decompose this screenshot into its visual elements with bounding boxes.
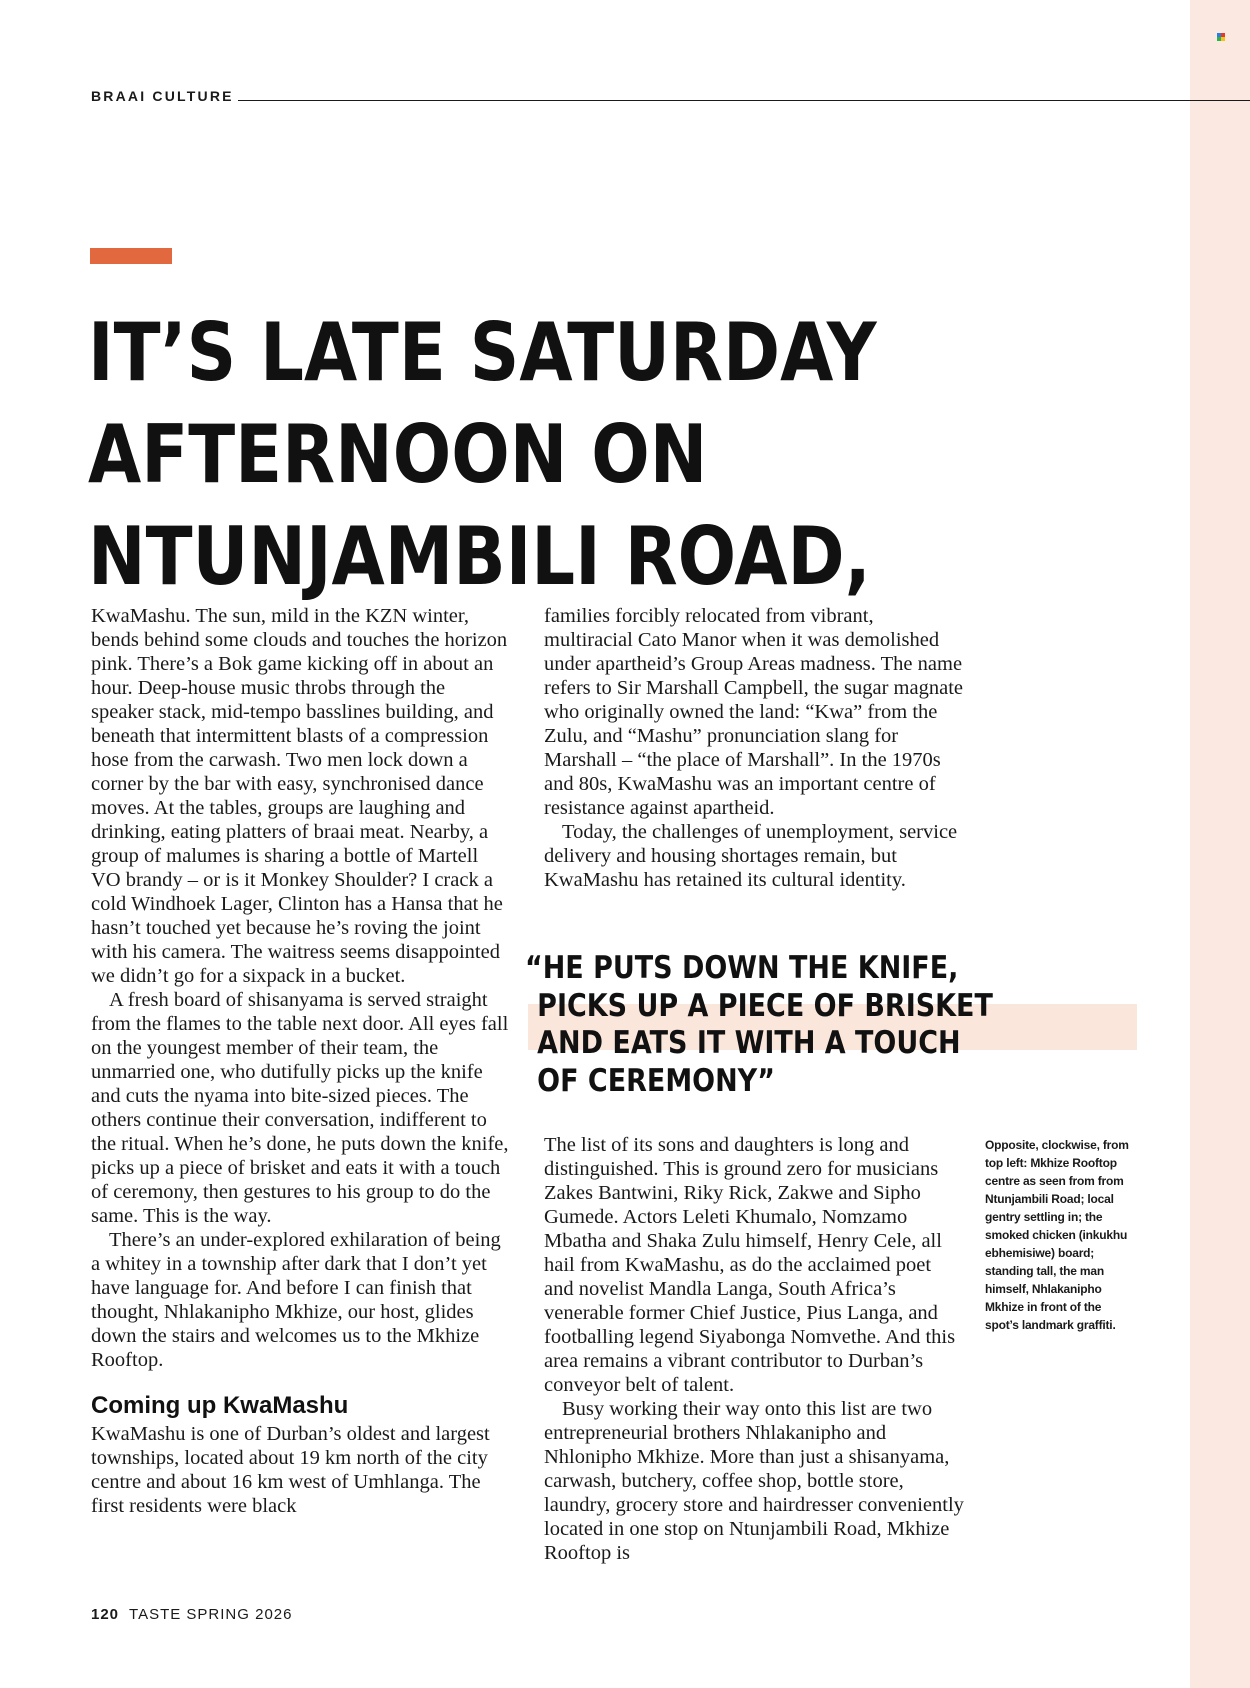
headline-line: NTUNJAMBILI ROAD, <box>88 510 871 603</box>
subhead: Coming up KwaMashu <box>91 1392 349 1419</box>
body-paragraph: families forcibly relocated from vibrant, multiracial Cato Manor when it was demolished under apartheid’s Group Areas madness. The name refers to Sir Marshall Campbell, the sugar magnate who originally owned the land: “Kwa” from the Zulu, and “Mashu” pronunciation slang for Marshall – “the place of Marshall”. In the 1970s and 80s, KwaMashu was an important centre of resistance against apartheid. <box>544 605 963 819</box>
pull-quote-line: PICKS UP A PIECE OF BRISKET <box>537 987 993 1024</box>
headline-line: AFTERNOON ON <box>88 408 708 501</box>
publication-name: TASTE SPRING 2026 <box>129 1606 293 1623</box>
headline <box>88 302 948 608</box>
page-folio <box>91 1606 292 1623</box>
body-paragraph: There’s an under-explored exhilaration of being a whitey in a township after dark that I don’t yet have language for. And before I can finish that thought, Nhlakanipho Mkhize, our host, glides down the stairs and welcomes us to the Mkhize Rooftop. <box>91 1229 501 1371</box>
body-column-middle-bottom <box>544 1133 964 1565</box>
body-paragraph: The list of its sons and daughters is long and distinguished. This is ground zero for musicians Zakes Bantwini, Riky Rick, Zakwe and Sipho Gumede. Actors Leleti Khumalo, Nomzamo Mbatha and Shaka Zulu himself, Henry Cele, all hail from KwaMashu, as do the acclaimed poet and novelist Mandla Langa, South Africa’s venerable former Chief Justice, Pius Langa, and footballing legend Siyabonga Nomvethe. And this area remains a vibrant contributor to Durban’s conveyor belt of talent. <box>544 1134 956 1396</box>
body-paragraph: KwaMashu is one of Durban’s oldest and largest townships, located about 19 km north of the city centre and about 16 km west of Umhlanga. The first residents were black <box>91 1423 490 1517</box>
pull-quote <box>525 950 1012 1100</box>
body-paragraph: Today, the challenges of unemployment, service delivery and housing shortages remain, but KwaMashu has retained its cultural identity. <box>544 821 958 891</box>
section-label: BRAAI CULTURE <box>91 88 234 104</box>
section-rule-divider <box>238 100 1250 101</box>
body-column-left <box>91 604 511 1518</box>
pull-quote-line: “HE PUTS DOWN THE KNIFE, <box>525 950 959 986</box>
accent-bar <box>90 248 172 264</box>
body-paragraph: KwaMashu. The sun, mild in the KZN winter, bends behind some clouds and touches the horizon pink. There’s a Bok game kicking off in about an hour. Deep-house music throbs through the speaker stack, mid-tempo basslines building, and beneath that intermittent blasts of a compression hose from the carwash. Two men lock down a corner by the bar with easy, synchronised dance moves. At the tables, groups are laughing and drinking, eating platters of braai meat. Nearby, a group of malumes is sharing a bottle of Martell VO brandy – or is it Monkey Shoulder? I crack a cold Windhoek Lager, Clinton has a Hansa that he hasn’t touched yet because he’s roving the joint with his camera. The waitress seems disappointed we didn’t go for a sixpack in a bucket. <box>91 605 508 987</box>
photo-caption: Opposite, clockwise, from top left: Mkhize Rooftop centre as seen from from Ntunjambili Road; local gentry settling in; the smoked chicken (inkukhu ebhemisiwe) board; standing tall, the man himself, Nhlakanipho Mkhize in front of the spot’s landmark graffiti. <box>985 1138 1129 1332</box>
headline-line: IT’S LATE SATURDAY <box>88 306 877 399</box>
page-number: 120 <box>91 1606 120 1623</box>
body-column-middle-top <box>544 604 964 892</box>
body-paragraph: A fresh board of shisanyama is served straight from the flames to the table next door. All eyes fall on the youngest member of their team, the unmarried one, who dutifully picks up the knife and cuts the nyama into bite-sized pieces. The others continue their conversation, indifferent to the ritual. When he’s done, he puts down the knife, picks up a piece of brisket and eats it with a touch of ceremony, then gestures to his group to do the same. This is the way. <box>91 989 509 1227</box>
pull-quote-line: OF CEREMONY” <box>537 1062 775 1099</box>
pull-quote-line: AND EATS IT WITH A TOUCH <box>537 1025 961 1061</box>
registration-mark-icon <box>1217 33 1225 41</box>
body-paragraph: Busy working their way onto this list are two entrepreneurial brothers Nhlakanipho and Nhlonipho Mkhize. More than just a shisanyama, carwash, butchery, coffee shop, bottle store, laundry, grocery store and hairdresser conveniently located in one stop on Ntunjambili Road, Mkhize Rooftop is <box>544 1398 964 1564</box>
side-color-strip <box>1190 0 1250 1688</box>
